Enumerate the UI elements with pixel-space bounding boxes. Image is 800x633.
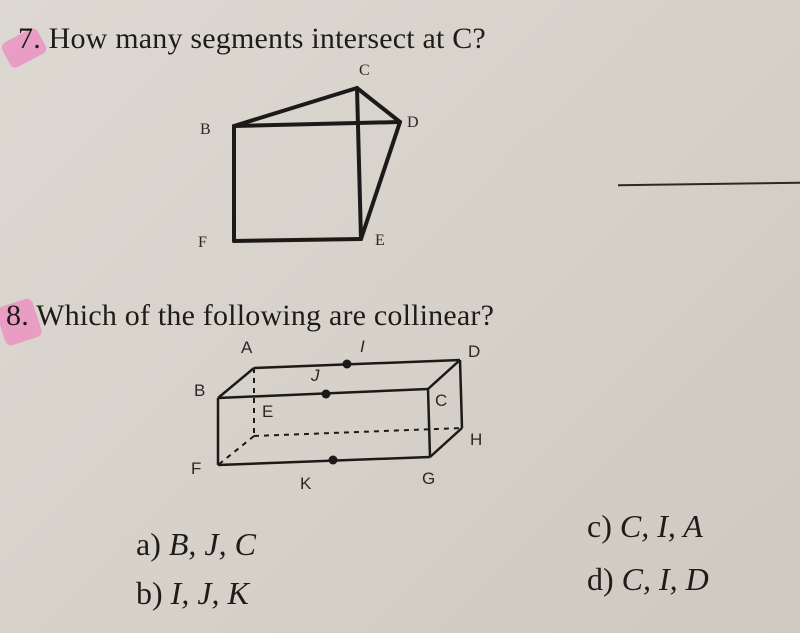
edge-ad: [254, 360, 460, 368]
prism-label-g: G: [422, 469, 436, 488]
prism-label-f: F: [191, 459, 202, 478]
point-j: [322, 390, 331, 399]
prism-label-h: H: [470, 430, 483, 449]
choice-b-value: I, J, K: [170, 575, 249, 611]
edge-cg: [428, 389, 430, 457]
choice-a-letter: a): [136, 526, 161, 562]
choice-a[interactable]: [136, 526, 256, 563]
edge-hg: [430, 428, 462, 457]
prism-label-j: J: [311, 366, 320, 385]
point-label-f: F: [198, 234, 207, 251]
hidden-edge-eh: [254, 428, 462, 436]
choice-c[interactable]: [587, 508, 703, 545]
choice-c-value: C, I, A: [619, 508, 703, 544]
point-label-c: C: [359, 62, 370, 79]
edge-gf: [218, 457, 430, 465]
choice-c-letter: c): [587, 508, 612, 544]
prism-label-b: B: [194, 381, 206, 400]
choice-d-letter: d): [587, 561, 614, 597]
prism-label-i: I: [360, 337, 365, 356]
point-i: [343, 360, 352, 369]
question-8-text: Which of the following are collinear?: [36, 299, 495, 332]
edge-dc: [428, 360, 460, 389]
hidden-edge-ef: [218, 436, 254, 465]
edge-ab: [218, 368, 254, 398]
point-label-d: D: [407, 114, 419, 131]
prism-label-e: E: [262, 402, 274, 421]
prism-label-a: A: [241, 338, 253, 357]
question-8-number: 8.: [6, 299, 29, 332]
edge-dh: [460, 360, 462, 428]
choice-d-value: C, I, D: [621, 561, 709, 597]
question-7-text: How many segments intersect at C?: [48, 22, 486, 55]
point-k: [329, 456, 338, 465]
point-label-e: E: [375, 232, 385, 249]
question-7-number: 7.: [18, 22, 41, 55]
choice-d[interactable]: [587, 561, 709, 598]
prism-label-c: C: [435, 391, 448, 410]
choice-a-value: B, J, C: [168, 526, 256, 562]
choice-b[interactable]: [136, 575, 249, 612]
choice-b-letter: b): [136, 575, 163, 611]
prism-label-d: D: [468, 342, 481, 361]
point-label-b: B: [200, 121, 211, 138]
prism-label-k: K: [300, 474, 312, 493]
